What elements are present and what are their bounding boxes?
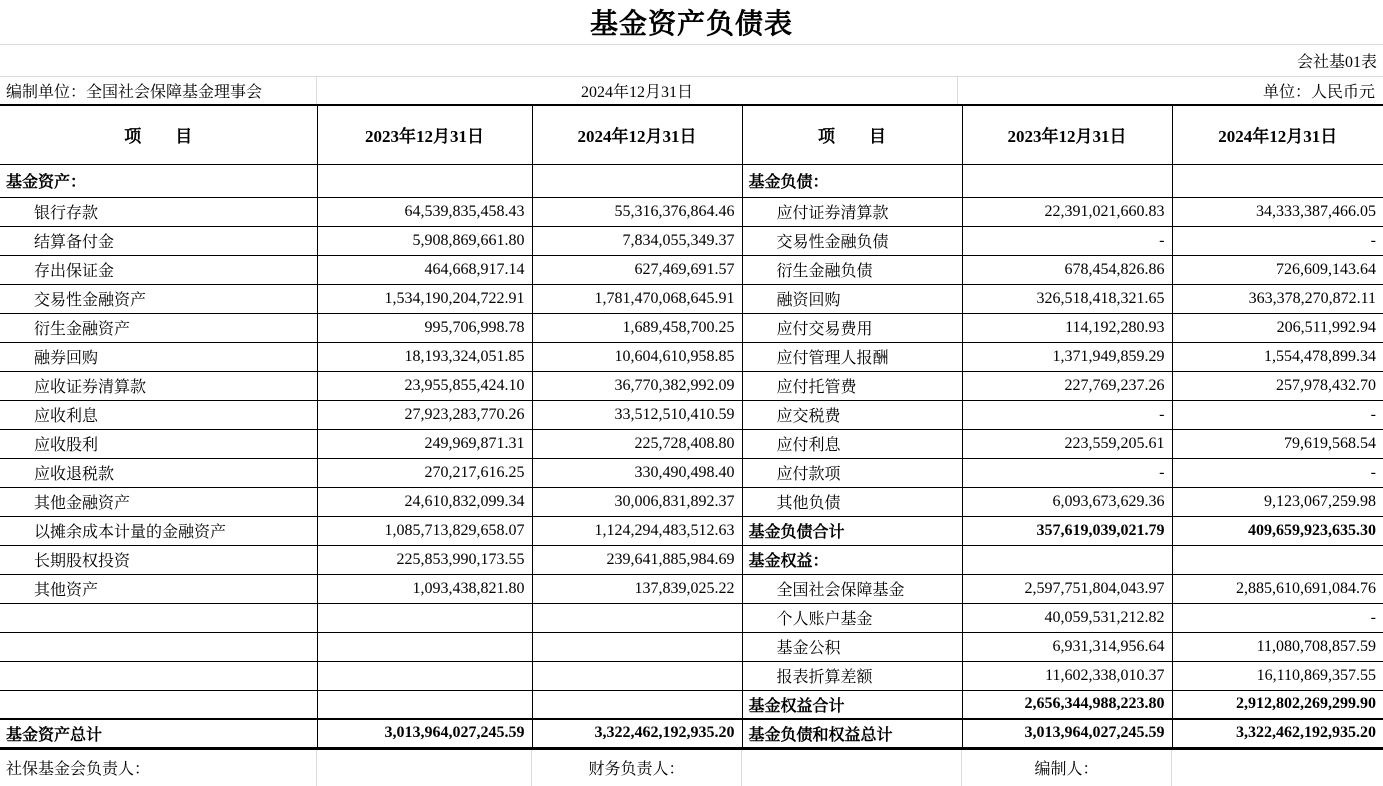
signature-cell-4 [742,750,962,786]
liabilities-value-2023: 357,619,039,021.79 [962,516,1172,545]
assets-row-label: 应收股利 [0,429,317,458]
assets-row-label: 其他资产 [0,574,317,603]
assets-value-2023: 64,539,835,458.43 [317,197,532,226]
liabilities-value-2024: 2,912,802,269,299.90 [1172,690,1383,719]
liabilities-value-2023: - [962,400,1172,429]
assets-row-label: 应收利息 [0,400,317,429]
liabilities-value-2023: 326,518,418,321.65 [962,284,1172,313]
liabilities-item-header: 项 目 [742,105,962,164]
table-row [0,226,1383,255]
assets-row-label [0,632,317,661]
table-row [0,313,1383,342]
assets-row-label: 其他金融资产 [0,487,317,516]
assets-value-2023: 225,853,990,173.55 [317,545,532,574]
liabilities-value-2023: 223,559,205.61 [962,429,1172,458]
form-code: 会社基01表 [1296,54,1377,71]
liabilities-value-2023: 3,013,964,027,245.59 [962,719,1172,748]
assets-value-2024: 137,839,025.22 [532,574,742,603]
liabilities-value-2024 [1172,545,1383,574]
preparer-label: 编制人： [962,750,1172,786]
table-row [0,574,1383,603]
report-date: 2024年12月31日 [317,77,958,104]
liabilities-value-2023: - [962,226,1172,255]
assets-row-label: 以摊余成本计量的金融资产 [0,516,317,545]
liabilities-row-label: 其他负债 [742,487,962,516]
signature-cell-6 [1172,750,1383,786]
assets-2024-header: 2024年12月31日 [532,105,742,164]
liabilities-value-2024: 1,554,478,899.34 [1172,342,1383,371]
assets-row-label [0,661,317,690]
assets-value-2023 [317,661,532,690]
finance-head-label: 财务负责人： [532,750,742,786]
form-code-band [0,45,1383,76]
assets-row-label: 存出保证金 [0,255,317,284]
liabilities-row-label: 应付款项 [742,458,962,487]
assets-row-label: 交易性金融资产 [0,284,317,313]
table-row [0,632,1383,661]
assets-value-2023 [317,690,532,719]
liabilities-value-2024: 257,978,432.70 [1172,371,1383,400]
table-row [0,719,1383,748]
table-row [0,603,1383,632]
liabilities-value-2023: 11,602,338,010.37 [962,661,1172,690]
table-row [0,400,1383,429]
assets-value-2024: 36,770,382,992.09 [532,371,742,400]
assets-value-2024: 239,641,885,984.69 [532,545,742,574]
assets-value-2024 [532,632,742,661]
assets-value-2023: 1,085,713,829,658.07 [317,516,532,545]
assets-row-label [0,603,317,632]
assets-value-2024 [532,164,742,197]
table-row [0,342,1383,371]
assets-value-2024: 1,781,470,068,645.91 [532,284,742,313]
liabilities-row-label: 融资回购 [742,284,962,313]
liabilities-2023-header: 2023年12月31日 [962,105,1172,164]
liabilities-value-2023: 40,059,531,212.82 [962,603,1172,632]
liabilities-value-2024: - [1172,458,1383,487]
assets-value-2023: 1,093,438,821.80 [317,574,532,603]
liabilities-value-2023: 114,192,280.93 [962,313,1172,342]
liabilities-value-2024: 409,659,923,635.30 [1172,516,1383,545]
assets-row-label: 衍生金融资产 [0,313,317,342]
assets-value-2024: 10,604,610,958.85 [532,342,742,371]
liabilities-value-2023: 2,656,344,988,223.80 [962,690,1172,719]
assets-value-2024: 627,469,691.57 [532,255,742,284]
liabilities-value-2023: 6,093,673,629.36 [962,487,1172,516]
assets-value-2024 [532,603,742,632]
table-row [0,545,1383,574]
liabilities-value-2024: 2,885,610,691,084.76 [1172,574,1383,603]
liabilities-value-2024: 11,080,708,857.59 [1172,632,1383,661]
assets-value-2023 [317,632,532,661]
assets-row-label: 银行存款 [0,197,317,226]
liabilities-value-2023: - [962,458,1172,487]
liabilities-value-2023: 1,371,949,859.29 [962,342,1172,371]
table-header-row [0,105,1383,164]
liabilities-value-2024: 34,333,387,466.05 [1172,197,1383,226]
assets-value-2023: 995,706,998.78 [317,313,532,342]
liabilities-value-2023 [962,545,1172,574]
liabilities-value-2024: - [1172,400,1383,429]
assets-row-label [0,690,317,719]
table-row [0,661,1383,690]
title-band [0,0,1383,45]
assets-value-2023: 18,193,324,051.85 [317,342,532,371]
assets-value-2023: 27,923,283,770.26 [317,400,532,429]
assets-value-2023: 3,013,964,027,245.59 [317,719,532,748]
assets-row-label: 长期股权投资 [0,545,317,574]
signature-bar [0,750,1383,786]
assets-row-label: 基金资产总计 [0,719,317,748]
assets-value-2023: 5,908,869,661.80 [317,226,532,255]
assets-value-2024: 33,512,510,410.59 [532,400,742,429]
liabilities-row-label: 应付管理人报酬 [742,342,962,371]
assets-row-label: 融券回购 [0,342,317,371]
balance-sheet-table [0,104,1383,750]
liabilities-value-2023: 227,769,237.26 [962,371,1172,400]
assets-value-2023: 24,610,832,099.34 [317,487,532,516]
assets-value-2024: 7,834,055,349.37 [532,226,742,255]
liabilities-value-2024: 3,322,462,192,935.20 [1172,719,1383,748]
liabilities-row-label: 基金公积 [742,632,962,661]
liabilities-row-label: 应交税费 [742,400,962,429]
assets-row-label: 应收退税款 [0,458,317,487]
table-body [0,164,1383,748]
liabilities-row-label: 基金负债和权益总计 [742,719,962,748]
liabilities-value-2023: 22,391,021,660.83 [962,197,1172,226]
table-row [0,284,1383,313]
assets-value-2023: 464,668,917.14 [317,255,532,284]
liabilities-value-2023: 6,931,314,956.64 [962,632,1172,661]
table-row [0,487,1383,516]
liabilities-value-2024: 16,110,869,357.55 [1172,661,1383,690]
assets-value-2024: 30,006,831,892.37 [532,487,742,516]
fund-head-label: 社保基金会负责人： [0,750,317,786]
prepared-by-label: 编制单位：全国社会保障基金理事会 [0,77,317,104]
liabilities-row-label: 应付证券清算款 [742,197,962,226]
assets-value-2024: 225,728,408.80 [532,429,742,458]
info-bar [0,76,1383,104]
table-row [0,690,1383,719]
liabilities-2024-header: 2024年12月31日 [1172,105,1383,164]
assets-value-2024: 330,490,498.40 [532,458,742,487]
assets-value-2024: 3,322,462,192,935.20 [532,719,742,748]
liabilities-value-2023: 2,597,751,804,043.97 [962,574,1172,603]
assets-value-2023 [317,164,532,197]
liabilities-row-label: 全国社会保障基金 [742,574,962,603]
liabilities-row-label: 应付托管费 [742,371,962,400]
liabilities-row-label: 报表折算差额 [742,661,962,690]
table-row [0,371,1383,400]
liabilities-row-label: 衍生金融负债 [742,255,962,284]
liabilities-value-2023 [962,164,1172,197]
liabilities-value-2024 [1172,164,1383,197]
page-title: 基金资产负债表 [589,9,793,40]
assets-value-2024: 1,124,294,483,512.63 [532,516,742,545]
table-row [0,458,1383,487]
assets-value-2024 [532,690,742,719]
assets-2023-header: 2023年12月31日 [317,105,532,164]
table-row [0,516,1383,545]
assets-item-header: 项 目 [0,105,317,164]
assets-row-label: 结算备付金 [0,226,317,255]
assets-row-label: 应收证券清算款 [0,371,317,400]
liabilities-value-2023: 678,454,826.86 [962,255,1172,284]
liabilities-row-label: 交易性金融负债 [742,226,962,255]
assets-value-2023: 1,534,190,204,722.91 [317,284,532,313]
liabilities-value-2024: 363,378,270,872.11 [1172,284,1383,313]
liabilities-row-label: 基金负债： [742,164,962,197]
assets-value-2024: 1,689,458,700.25 [532,313,742,342]
liabilities-row-label: 应付利息 [742,429,962,458]
assets-value-2023: 249,969,871.31 [317,429,532,458]
signature-cell-2 [317,750,532,786]
assets-value-2023: 23,955,855,424.10 [317,371,532,400]
liabilities-row-label: 基金负债合计 [742,516,962,545]
liabilities-row-label: 基金权益合计 [742,690,962,719]
liabilities-value-2024: 726,609,143.64 [1172,255,1383,284]
liabilities-value-2024: 9,123,067,259.98 [1172,487,1383,516]
assets-row-label: 基金资产： [0,164,317,197]
table-row [0,429,1383,458]
liabilities-value-2024: - [1172,226,1383,255]
assets-value-2023: 270,217,616.25 [317,458,532,487]
liabilities-value-2024: - [1172,603,1383,632]
assets-value-2024 [532,661,742,690]
liabilities-row-label: 应付交易费用 [742,313,962,342]
liabilities-value-2024: 79,619,568.54 [1172,429,1383,458]
liabilities-row-label: 基金权益： [742,545,962,574]
liabilities-value-2024: 206,511,992.94 [1172,313,1383,342]
table-row [0,164,1383,197]
assets-value-2023 [317,603,532,632]
currency-unit-label: 单位：人民币元 [1262,84,1375,101]
liabilities-row-label: 个人账户基金 [742,603,962,632]
table-row [0,197,1383,226]
table-row [0,255,1383,284]
assets-value-2024: 55,316,376,864.46 [532,197,742,226]
